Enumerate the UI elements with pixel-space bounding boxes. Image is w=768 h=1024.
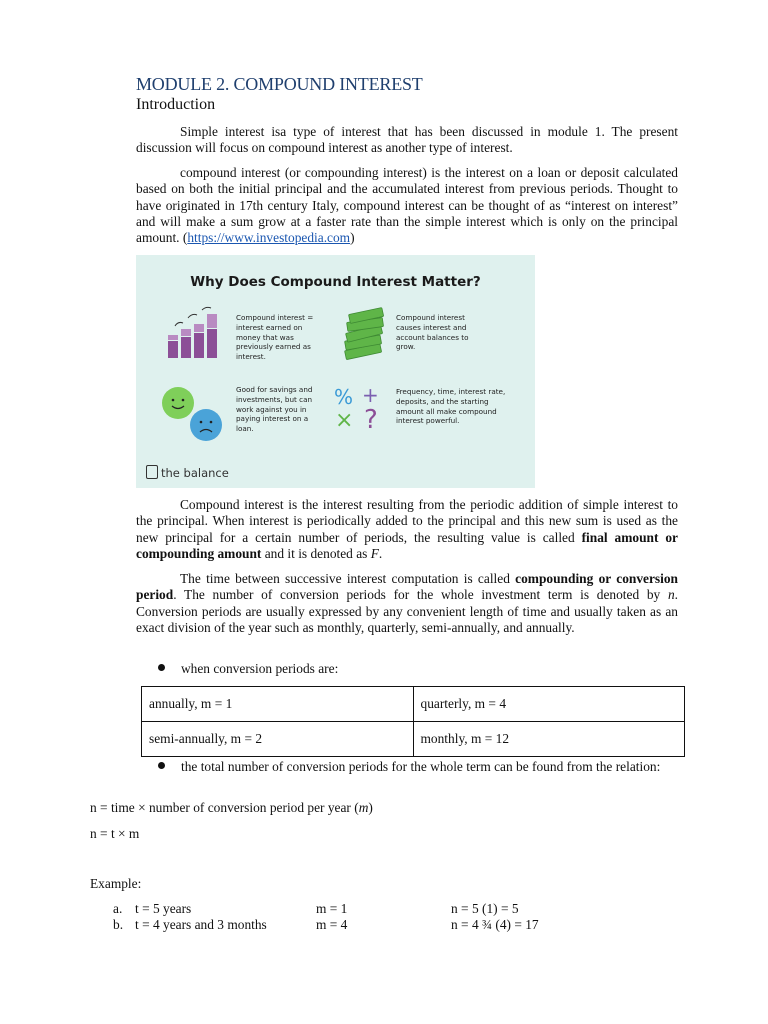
- sad-face-icon: [188, 407, 224, 443]
- plus-symbol-icon: +: [362, 383, 379, 407]
- paragraph-final-amount: Compound interest is the interest resulting from the periodic addition of simple interest to the principal. When interest is periodically added to the principal and this new sum is used as the new principal for a certain number of periods, the resulting value is called final amount or compounding amount and it is denoted as F.: [136, 497, 678, 561]
- paragraph-conversion-period: The time between successive interest computation is called compounding or conversion period. The number of conversion periods for the whole investment term is denoted by n. Conversion periods are usually expressed by any convenient length of time and usually taken as an exact division of the year such as monthly, quarterly, semi-annually, and annually.: [136, 571, 678, 635]
- paragraph-simple-interest: Simple interest isa type of interest that has been discussed in module 1. The present discussion will focus on compound interest as another type of interest.: [136, 124, 678, 156]
- table-row: [142, 687, 685, 722]
- investopedia-link[interactable]: https://www.investopedia.com: [187, 230, 351, 246]
- table-cell: monthly, m = 12: [413, 722, 685, 757]
- conversion-periods-table: [141, 686, 685, 757]
- infographic-title: Why Does Compound Interest Matter?: [190, 274, 481, 290]
- intro-heading: Introduction: [136, 96, 216, 113]
- bullet-dot: [158, 664, 165, 671]
- table-cell: semi-annually, m = 2: [142, 722, 414, 757]
- formula-time-times-m: n = time × number of conversion period per year (m): [90, 800, 373, 815]
- example-label: Example:: [90, 876, 142, 891]
- the-balance-logo: the balance: [146, 465, 229, 480]
- infographic-box4: Frequency, time, interest rate, deposits, and the starting amount all make compound interest powerful.: [396, 387, 506, 426]
- compound-interest-infographic: [136, 255, 535, 488]
- infographic-box2: Compound interest causes interest and account balances to grow.: [396, 313, 469, 352]
- paragraph-compound-definition: compound interest (or compounding interest) is the interest on a loan or deposit calculated based on both the initial principal and the accumulated interest from previous periods. Thought to have originated in 17th century Italy, compound interest can be thought of as “interest on interest” and will make a sum grow at a faster rate than the simple interest which is only on the principal amount. (https://www.investopedia.com): [136, 165, 678, 246]
- table-cell: quarterly, m = 4: [413, 687, 685, 722]
- bullet-conversion-periods: when conversion periods are:: [158, 661, 678, 677]
- formula-n-equals-t-m: n = t × m: [90, 826, 140, 841]
- growth-bars-icon: [166, 304, 226, 360]
- bullet-total-periods: the total number of conversion periods for the whole term can be found from the relation:: [158, 759, 678, 775]
- infographic-box3: Good for savings and investments, but can work against you in paying interest on a loan.: [236, 385, 313, 434]
- money-stack-icon: [340, 307, 390, 363]
- percent-symbol-icon: %: [334, 385, 354, 409]
- question-symbol-icon: ?: [364, 405, 378, 435]
- bullet-dot: [158, 762, 165, 769]
- infographic-box1: Compound interest = interest earned on money that was previously earned as interest.: [236, 313, 314, 362]
- times-symbol-icon: ×: [335, 408, 354, 433]
- module-title: MODULE 2. COMPOUND INTEREST: [136, 74, 423, 94]
- document-page: MODULE 2. COMPOUND INTEREST Introduction Simple interest isa type of interest that has been discussed in module 1. The present discussion will focus on compound interest as another type of interest. compound interest (or compounding interest) is the interest on a loan or deposit calculated based on both the initial principal and the accumulated interest from previous periods. Thought to have originated in 17th century Italy, compound interest can be thought of as “interest on interest” and will make a sum grow at a faster rate than the simple interest which is only on the principal amount. (https://www.investopedia.com) Why Does Compound Interest Matter? Compound interest = interest earned on money that was previously earned as interest. Compound interest causes interest and account balances to grow. Good for savings and investments, but can work against you in paying interest on a loan. % + × ? Frequency, time, interest rate, deposits, and the starting amount all make compound interest powerful. the balance Compound interest is the interest resulting from the periodic addition of simple interest to the principal. When interest is periodically added to the principal and this new sum is used as the new principal for a certain number of periods, the resulting value is called final amount or compounding amount and it is denoted as F. The time between successive interest computation is called compounding or conversion period. The number of conversion periods for the whole investment term is denoted by n. Conversion periods are usually expressed by any convenient length of time and usually taken as an exact division of the year such as monthly, quarterly, semi-annually, and annually. when conversion periods are: annually, m = 1 quarterly, m = 4 semi-annually, m = 2 monthly, m = 12 the total number of conversion periods for the whole term can be found from the relation: n = time × number of conversion period per year (m) n = t × m Example: a. t = 5 years m = 1 n = 5 (1) = 5 b. t = 4 years and 3 months m = 4 n = 4 ¾ (4) = 17: [0, 0, 768, 1024]
- table-row: [142, 722, 685, 757]
- balance-logo-icon: [146, 465, 158, 479]
- table-cell: annually, m = 1: [142, 687, 414, 722]
